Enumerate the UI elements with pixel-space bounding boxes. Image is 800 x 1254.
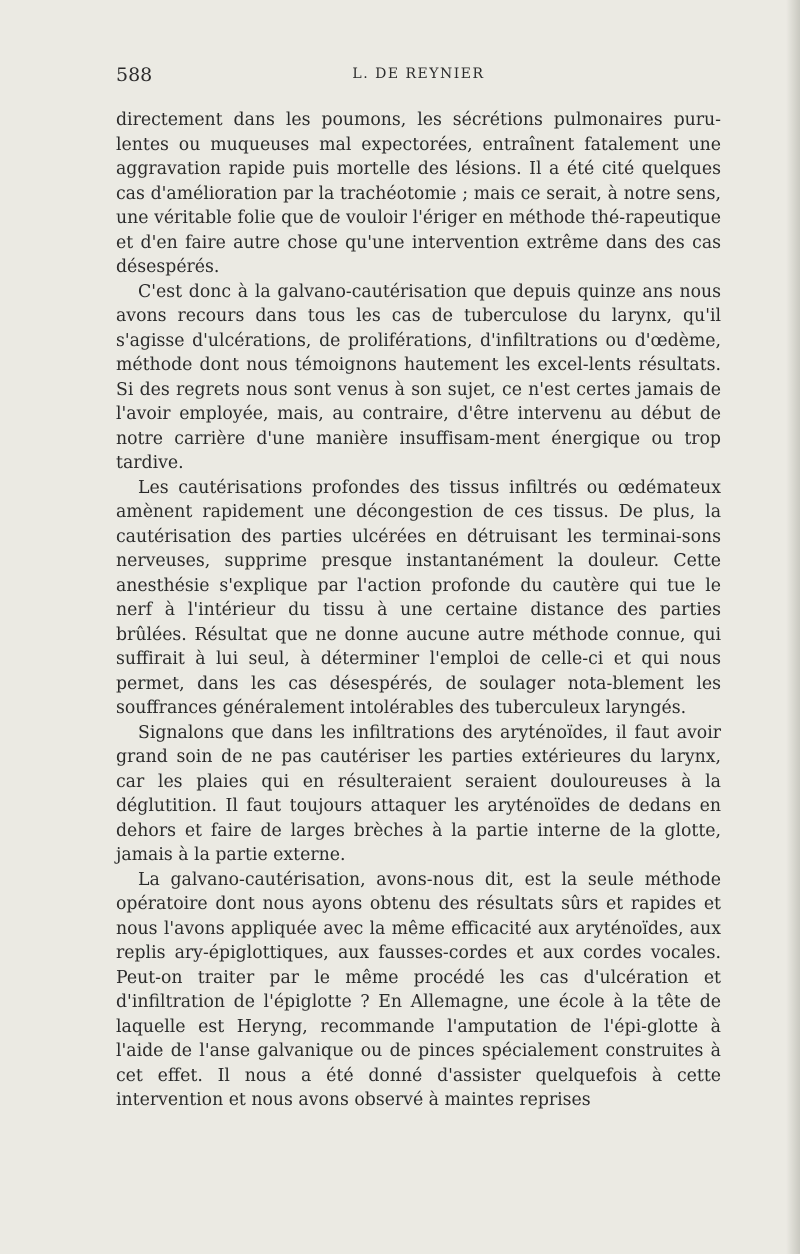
paragraph-5: La galvano-cautérisation, avons-nous dit, est la seule méthode opératoire dont nous ayons obtenu des résultats sûrs et rapides et nous l'avons appliquée avec la même efficacité aux aryténoïdes, aux replis ary-épiglottiques, aux fausses-cordes et aux cordes vocales. Peut-on traiter par le même procédé les cas d'ulcération et d'infiltration de l'épiglotte ? En Allemagne, une école à la tête de laquelle est Heryng, recommande l'amputation de l'épi-glotte à l'aide de l'anse galvanique ou de pinces spécialement construites à cet effet. Il nous a été donné d'assister quelquefois à cette intervention et nous avons observé à maintes reprises bbox=[116, 869, 721, 1110]
paragraph-1: directement dans les poumons, les sécrétions pulmonaires puru-lentes ou muqueuses mal expectorées, entraînent fatalement une aggravation rapide puis mortelle des lésions. Il a été cité quelques cas d'amélioration par la trachéotomie ; mais ce serait, à notre sens, une véritable folie que de vouloir l'ériger en méthode thé-rapeutique et d'en faire autre chose qu'une intervention extrême dans des cas désespérés. bbox=[116, 110, 721, 277]
running-head: L. DE REYNIER bbox=[352, 66, 485, 82]
paragraph-4: Signalons que dans les infiltrations des aryténoïdes, il faut avoir grand soin de ne pas cautériser les parties extérieures du larynx, car les plaies qui en résulteraient seraient douloureuses à la déglutition. Il faut toujours attaquer les aryténoïdes de dedans en dehors et faire de larges brèches à la partie interne de la glotte, jamais à la partie externe. bbox=[116, 722, 721, 865]
page-edge-shadow bbox=[786, 0, 800, 1254]
page-number: 588 bbox=[116, 64, 153, 86]
paragraph-2: C'est donc à la galvano-cautérisation que depuis quinze ans nous avons recours dans tous les cas de tuberculose du larynx, qu'il s'agisse d'ulcérations, de proliférations, d'infiltrations ou d'œdème, méthode dont nous témoignons hautement les excel-lents résultats. Si des regrets nous sont venus à son sujet, ce n'est certes jamais de l'avoir employée, mais, au contraire, d'être intervenu au début de notre carrière d'une manière insuffisam-ment énergique ou trop tardive. bbox=[116, 281, 721, 473]
body-text bbox=[116, 108, 721, 1113]
page-header bbox=[116, 64, 721, 94]
paragraph-3: Les cautérisations profondes des tissus infiltrés ou œdémateux amènent rapidement une décongestion de ces tissus. De plus, la cautérisation des parties ulcérées en détruisant les terminai-sons nerveuses, supprime presque instantanément la douleur. Cette anesthésie s'explique par l'action profonde du cautère qui tue le nerf à l'intérieur du tissu à une certaine distance des parties brûlées. Résultat que ne donne aucune autre méthode connue, qui suffirait à lui seul, à déterminer l'emploi de celle-ci et qui nous permet, dans les cas désespérés, de soulager nota-blement les souffrances généralement intolérables des tuberculeux laryngés. bbox=[116, 477, 721, 718]
